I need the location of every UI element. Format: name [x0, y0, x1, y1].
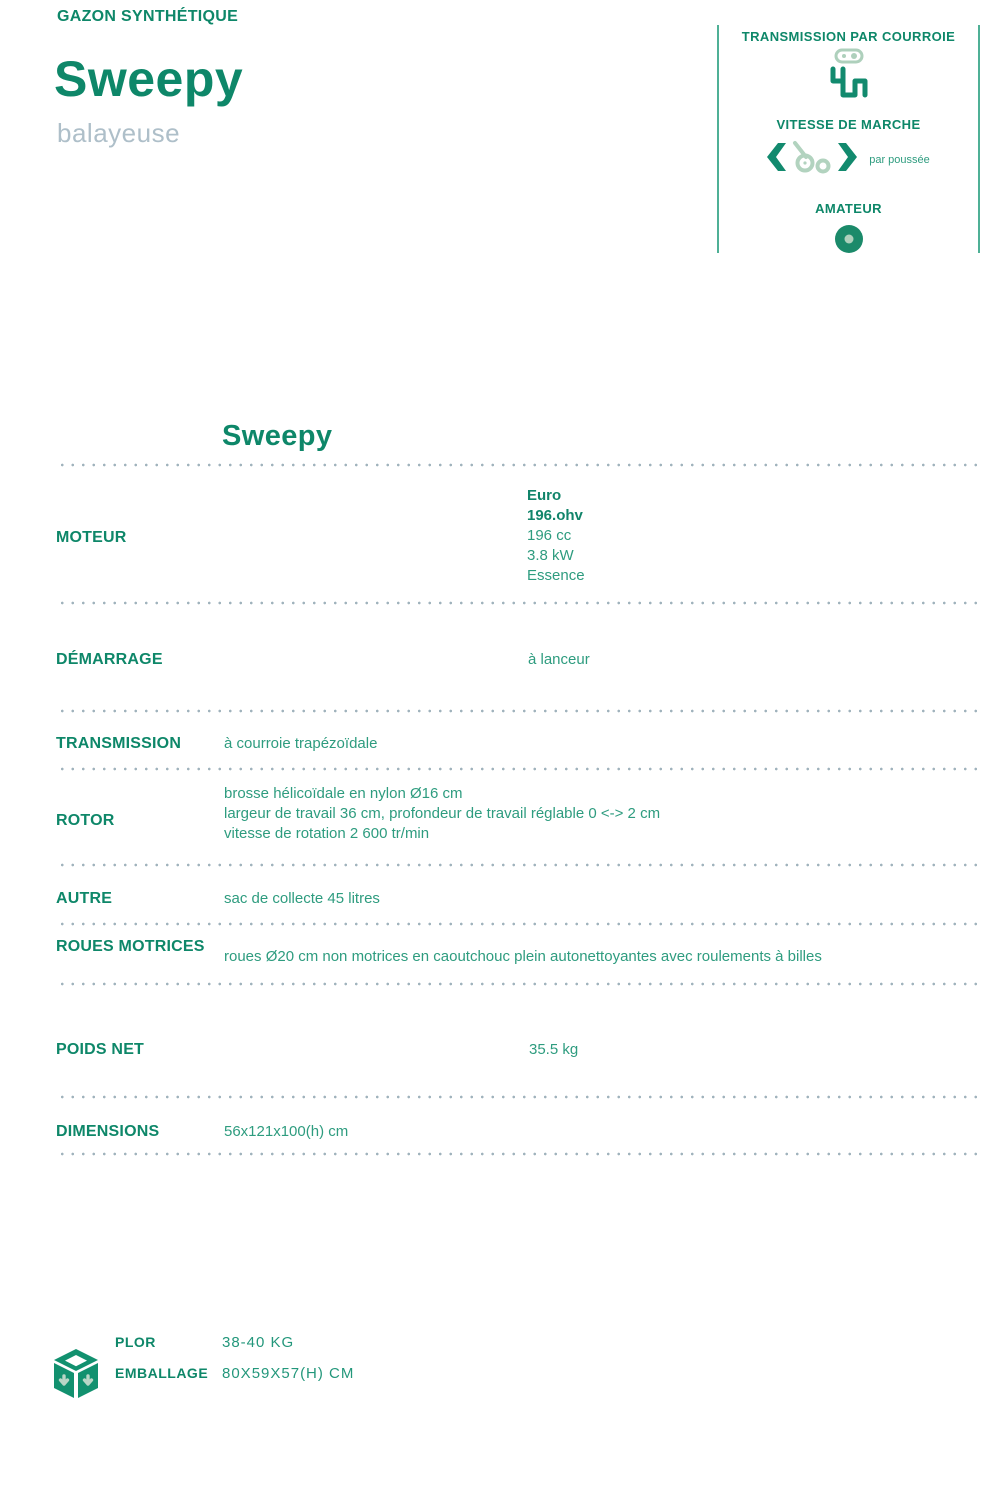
feature-panel [717, 25, 980, 253]
dotted-separator [57, 709, 985, 713]
product-subtitle: balayeuse [57, 118, 181, 148]
moteur-line: 196.ohv [527, 507, 583, 524]
moteur-line: Euro [527, 487, 562, 504]
dotted-separator [57, 1095, 985, 1099]
speed-icon-row [767, 140, 930, 179]
spec-value-rotor [224, 784, 984, 844]
rotor-line: vitesse de rotation 2 600 tr/min [224, 825, 430, 842]
belt-drive-icon [827, 48, 871, 103]
spec-label-poids-net: POIDS NET [56, 1041, 145, 1058]
plor-label: PLOR [115, 1334, 156, 1350]
spec-label-moteur: MOTEUR [56, 529, 127, 546]
chevron-left-icon [767, 143, 786, 176]
product-name: Sweepy [54, 51, 244, 107]
chevron-right-icon [838, 143, 857, 176]
plor-value: 38-40 KG [222, 1334, 295, 1351]
spec-label-demarrage: DÉMARRAGE [56, 651, 163, 668]
spec-value-moteur [527, 486, 585, 586]
package-cube-icon [53, 1348, 99, 1403]
dotted-separator [57, 1152, 985, 1156]
amateur-dot-icon [834, 224, 864, 259]
spec-value-roues-motrices: roues Ø20 cm non motrices en caoutchouc plein autonettoyantes avec roulements à billes [224, 948, 822, 965]
emballage-label: EMBALLAGE [115, 1365, 209, 1381]
spec-label-autre: AUTRE [56, 890, 113, 907]
rotor-line: brosse hélicoïdale en nylon Ø16 cm [224, 785, 463, 802]
dotted-separator [57, 463, 985, 467]
spec-value-demarrage: à lanceur [528, 651, 590, 668]
spec-table-title: Sweepy [222, 420, 333, 452]
category-title: GAZON SYNTHÉTIQUE [57, 8, 239, 25]
rotor-line: largeur de travail 36 cm, profondeur de travail réglable 0 <-> 2 cm [224, 805, 661, 822]
push-mower-icon [792, 140, 832, 179]
spec-value-transmission: à courroie trapézoïdale [224, 735, 378, 752]
moteur-line: 196 cc [527, 527, 572, 544]
emballage-value: 80X59X57(H) CM [222, 1365, 355, 1382]
dotted-separator [57, 982, 985, 986]
spec-label-rotor: ROTOR [56, 812, 115, 829]
level-feature-label: AMATEUR [815, 201, 882, 216]
spec-label-dimensions: DIMENSIONS [56, 1123, 160, 1140]
dotted-separator [57, 601, 985, 605]
spec-value-autre: sac de collecte 45 litres [224, 890, 380, 907]
spec-label-transmission: TRANSMISSION [56, 735, 182, 752]
speed-feature-label: VITESSE DE MARCHE [776, 117, 921, 132]
speed-value: par poussée [869, 153, 930, 166]
dotted-separator [57, 922, 985, 926]
transmission-feature-label: TRANSMISSION PAR COURROIE [741, 29, 956, 44]
dotted-separator [57, 767, 985, 771]
moteur-line: 3.8 kW [527, 547, 574, 564]
spec-label-roues-motrices: ROUES MOTRICES [56, 938, 205, 955]
spec-value-dimensions: 56x121x100(h) cm [224, 1123, 349, 1140]
dotted-separator [57, 863, 985, 867]
moteur-line: Essence [527, 567, 585, 584]
spec-value-poids-net: 35.5 kg [529, 1041, 579, 1058]
